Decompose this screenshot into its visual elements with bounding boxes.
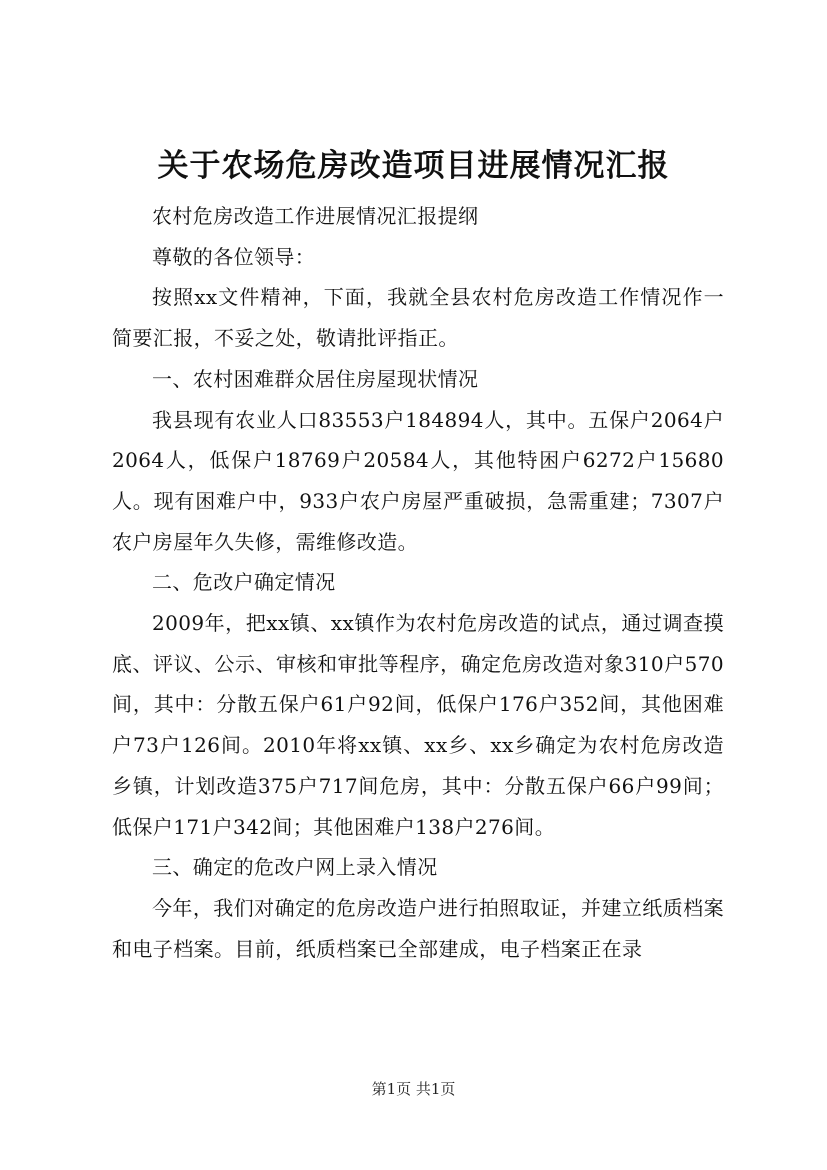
section-heading-3: 三、确定的危改户网上录入情况 <box>152 855 438 880</box>
paragraph-section-1: 我县现有农业人口83553户184894人，其中。五保户2064户2064人，低保户18769户20584人，其他特困户6272户15680人。现有困难户中，933户农户房屋严重破损，急需重建；7307户农户房屋年久失修，需维修改造。 <box>112 407 724 554</box>
paragraph-salutation: 尊敬的各位领导： <box>152 244 316 269</box>
paragraph-section-2: 2009年，把xx镇、xx镇作为农村危房改造的试点，通过调查摸底、评议、公示、审核和审批等程序，确定危房改造对象310户570间，其中：分散五保户61户92间，低保户176户352间，其他困难户73户126间。2010年将xx镇、xx乡、xx乡确定为农村危房改造乡镇，计划改造375户717间危房，其中：分散五保户66户99间；低保户171户342间；其他困难户138户276间。 <box>112 611 724 839</box>
section-heading-1: 一、农村困难群众居住房屋现状情况 <box>152 366 479 391</box>
paragraph-outline-heading: 农村危房改造工作进展情况汇报提纲 <box>152 204 479 228</box>
document-title: 关于农场危房改造项目进展情况汇报 <box>157 148 670 184</box>
paragraph-section-3: 今年，我们对确定的危房改造户进行拍照取证，并建立纸质档案和电子档案。目前，纸质档案已全部建成，电子档案正在录 <box>112 895 724 961</box>
section-heading-2: 二、危改户确定情况 <box>152 570 336 595</box>
document-body <box>112 196 724 969</box>
paragraph-intro: 按照xx文件精神，下面，我就全县农村危房改造工作情况作一简要汇报，不妥之处，敬请批评指正。 <box>112 285 724 351</box>
page-number-footer: 第1页 共1页 <box>371 1080 456 1098</box>
